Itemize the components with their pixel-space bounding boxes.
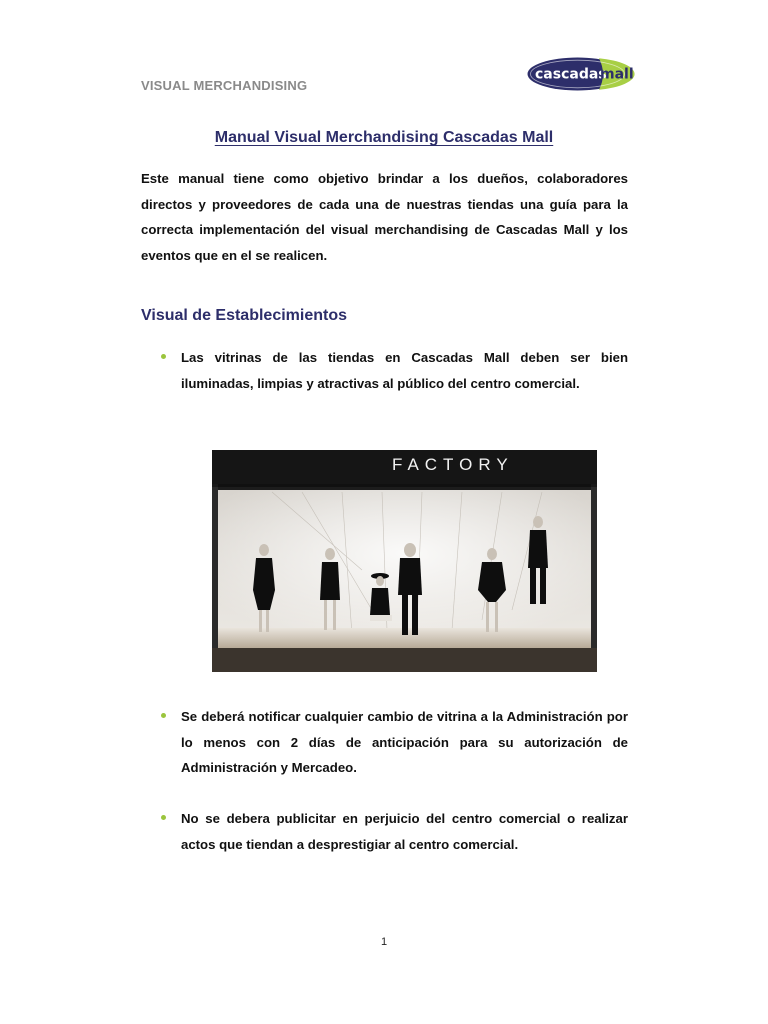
bullet-item bbox=[181, 345, 628, 396]
store-window-photo bbox=[212, 450, 597, 672]
header-label: VISUAL MERCHANDISING bbox=[141, 78, 308, 93]
section-heading: Visual de Establecimientos bbox=[141, 307, 348, 324]
bullet-text: Las vitrinas de las tiendas en Cascadas Mall deben ser bien iluminadas, limpias y atractivas al público del centro comercial. bbox=[181, 350, 628, 391]
logo-word-mall: mall bbox=[600, 66, 634, 83]
bullet-text: No se debera publicitar en perjuicio del centro comercial o realizar actos que tiendan a desprestigiar al centro comercial. bbox=[181, 811, 628, 852]
bullet-dot-icon bbox=[161, 713, 166, 718]
bullet-dot-icon bbox=[161, 354, 166, 359]
cascadas-mall-logo bbox=[527, 57, 634, 91]
bullet-dot-icon bbox=[161, 815, 166, 820]
page-number: 1 bbox=[380, 936, 388, 948]
store-window-image bbox=[212, 450, 597, 672]
logo-graphic bbox=[527, 57, 634, 91]
intro-paragraph: Este manual tiene como objetivo brindar a los dueños, colaboradores directos y proveedores de cada una de nuestras tiendas una guía para la correcta implementación del visual merchandising de Cascadas Mall y los eventos que en el se realicen. bbox=[141, 171, 628, 263]
bullet-text: Se deberá notificar cualquier cambio de vitrina a la Administración por lo menos con 2 días de anticipación para su autorización de Administración y Mercadeo. bbox=[181, 709, 628, 775]
bullet-item bbox=[181, 704, 628, 781]
bullet-item bbox=[181, 806, 628, 857]
store-sign-text: FACTORY bbox=[392, 455, 514, 474]
logo-word-cascadas: cascadas bbox=[535, 66, 607, 83]
document-title: Manual Visual Merchandising Cascadas Mall bbox=[214, 129, 554, 146]
